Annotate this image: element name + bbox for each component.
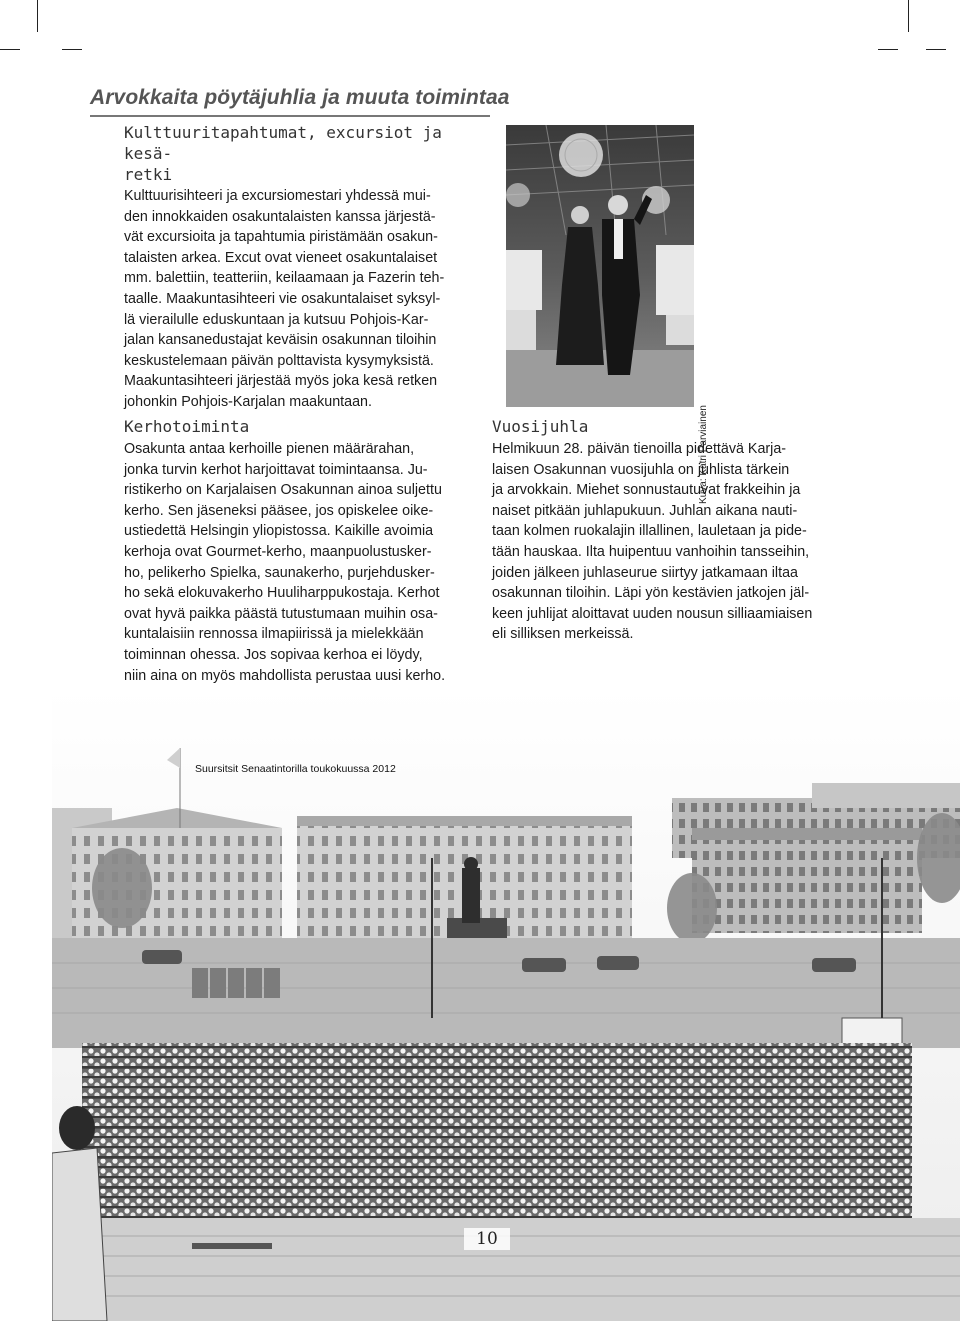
text-line: tään hauskaa. Ilta huipentuu vanhoihin tansseihin,: [492, 543, 810, 560]
text-line: niin aina on myös mahdollista perustaa uusi kerho.: [124, 667, 446, 684]
text-line: toiminnan ohessa. Jos sopivaa kerhoa ei löydy,: [124, 646, 423, 663]
text-line: talaisten arkea. Excut ovat vieneet osakuntalaiset: [124, 249, 438, 266]
text-line: keskustelemaan päivän polttavista kysymyksistä.: [124, 352, 434, 369]
crop-mark: [908, 0, 909, 32]
text-line: Kulttuurisihteeri ja excursiomestari yhdessä mui-: [124, 188, 431, 204]
text-line: taan kolmen ruokalajin illallinen, lauletaan ja pide-: [492, 523, 807, 540]
clubs-section: [124, 416, 470, 686]
culture-body: [124, 186, 470, 413]
anniversary-body: [492, 439, 837, 645]
text-line: kerho. Sen jäseneksi pääsee, jos opiskelee oike-: [124, 502, 434, 519]
clubs-body: [124, 439, 470, 686]
section-title: Arvokkaita pöytäjuhlia ja muuta toimintaa: [90, 86, 510, 109]
text-line: johonkin Pohjois-Karjalan maakuntaan.: [124, 393, 372, 410]
text-line: kuntalaisiin rennossa ilmapiirissä ja mielekkään: [124, 626, 424, 643]
text-line: den innokkaiden osakuntalaisten kanssa järjestä-: [124, 208, 436, 225]
text-line: lä vierailulle eduskuntaan ja kutsuu Pohjois-Kar-: [124, 311, 429, 328]
text-line: ho, pelikerho Spielka, saunakerho, purjehdusker-: [124, 564, 435, 581]
text-line: Maakuntasihteeri järjestää myös joka kesä retken: [124, 373, 438, 390]
anniversary-heading: Vuosijuhla: [492, 417, 589, 436]
photo-credit: [698, 405, 718, 525]
text-line: taalle. Maakuntasihteeri vie osakuntalaiset syksyl-: [124, 290, 441, 307]
clubs-heading: Kerhotoiminta: [124, 417, 250, 436]
crop-mark: [62, 49, 82, 50]
photo-credit-text: Kuva: Katri Parviainen: [698, 405, 709, 504]
text-line: eli silliksen merkeissä.: [492, 626, 634, 643]
text-line: keen juhlijat aloittavat uuden nousun silliaamiaisen: [492, 605, 813, 622]
culture-heading-line: retki: [124, 165, 173, 184]
senate-square-photo: [52, 688, 960, 1321]
text-line: Helmikuun 28. päivän tienoilla pidettävä Karja-: [492, 441, 787, 457]
text-line: ho sekä elokuvakerho Huuliharppukostaja. Kerhot: [124, 585, 440, 602]
gala-couple-photo-icon: [506, 125, 694, 407]
text-line: mm. balettiin, teatteriin, keilaamaan ja Fazerin teh-: [124, 270, 445, 287]
text-line: ja arvokkain. Miehet sonnustautuvat frakkeihin ja: [492, 482, 801, 499]
culture-section: [124, 122, 470, 413]
culture-heading: [124, 122, 470, 185]
text-line: ustiedettä Helsingin yliopistossa. Kaikille avoimia: [124, 523, 434, 540]
text-line: vät excursioita ja tapahtumia piristämään osakun-: [124, 229, 438, 246]
crop-mark: [37, 0, 38, 32]
senate-square-photo-icon: [52, 688, 960, 1321]
text-line: kerhoja ovat Gourmet-kerho, maanpuolustusker-: [124, 543, 432, 560]
anniversary-section: [492, 416, 837, 645]
text-line: naiset pitkään juhlapukuun. Juhlan aikana nauti-: [492, 502, 798, 519]
page-number: 10: [464, 1228, 510, 1250]
text-line: joiden jälkeen juhlaseurue siirtyy jatkamaan iltaa: [492, 564, 798, 581]
text-line: jonka turvin kerhot harjoittavat toimintaansa. Ju-: [124, 461, 428, 478]
text-line: ristikerho on Karjalaisen Osakunnan ainoa suljettu: [124, 482, 442, 499]
text-line: laisen Osakunnan vuosijuhla on juhlista tärkein: [492, 461, 790, 478]
culture-heading-line: Kulttuuritapahtumat, excursiot ja kesä-: [124, 123, 442, 163]
crop-mark: [926, 49, 946, 50]
title-rule: [90, 115, 490, 117]
photo-caption: Suursitsit Senaatintorilla toukokuussa 2012: [195, 763, 396, 775]
crop-mark: [878, 49, 898, 50]
text-line: osakunnan tiloihin. Läpi yön kestävien jatkojen jäl-: [492, 585, 810, 602]
crop-mark: [0, 49, 20, 50]
gala-photo: [506, 125, 694, 407]
text-line: Osakunta antaa kerhoille pienen määrärahan,: [124, 441, 415, 457]
text-line: jalan kansanedustajat keväisin osakunnan tiloihin: [124, 332, 437, 349]
text-line: ovat hyvä paikka päästä tutustumaan muihin osa-: [124, 605, 438, 622]
